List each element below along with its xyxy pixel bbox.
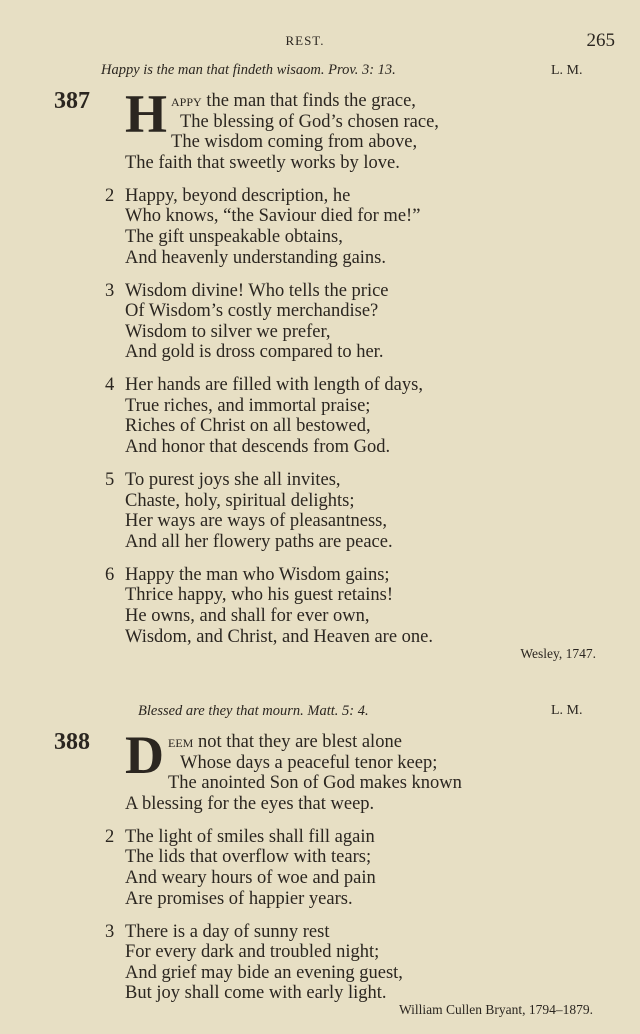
verse-line: Wisdom to silver we prefer, [125,321,331,342]
hymn-388-subtitle: Blessed are they that mourn. Matt. 5: 4. [138,703,369,719]
first-line-text: not that they are blest alone [193,732,402,752]
verse-line: And honor that descends from God. [125,437,391,458]
verse-line: Wisdom, and Christ, and Heaven are one. [125,626,434,647]
stanza [105,185,640,268]
verse-line: To purest joys she all invites, [125,470,341,491]
drop-cap: D [125,725,164,785]
stanza-number: 2 [105,185,115,206]
stanza-number: 4 [105,375,115,396]
verse-line: Riches of Christ on all bestowed, [125,416,371,437]
verse-line: Of Wisdom’s costly merchandise? [125,301,379,322]
verse-line: Happy the man who Wisdom gains; [125,564,390,585]
verse-line: The gift unspeakable obtains, [125,226,343,247]
verse-line: The anointed Son of God makes known [168,773,462,794]
small-caps-word: appy [171,91,202,110]
stanza [105,280,640,363]
running-title: REST. [285,33,325,48]
hymn-388-number: 388 [54,729,90,755]
hymn-387-subtitle: Happy is the man that findeth wisaom. Prov. 3: 13. [101,62,396,78]
stanza-number: 2 [105,826,115,847]
stanza [125,725,640,814]
verse-line: Wisdom divine! Who tells the price [125,280,389,301]
hymn-388-meter: L. M. [551,703,583,718]
stanza [105,470,640,552]
verse-line: True riches, and immortal praise; [125,395,371,416]
verse-line: Thrice happy, who his guest retains! [125,585,394,606]
verse-line: Her hands are filled with length of days, [125,375,423,396]
verse-line: A blessing for the eyes that weep. [125,793,375,814]
stanza [105,826,640,909]
small-caps-word: eem [168,732,194,751]
page-number: 265 [586,30,615,51]
verse-line: Whose days a peaceful tenor keep; [180,752,438,773]
first-line-text: the man that finds the grace, [201,91,416,111]
verse-line: And all her flowery paths are peace. [125,531,393,552]
stanza-number: 5 [105,470,115,491]
verse-line: And weary hours of woe and pain [125,867,376,888]
hymn-388-text [0,725,640,1016]
verse-line [125,91,640,112]
verse-line: Happy, beyond description, he [125,185,351,206]
hymn-387-attribution: Wesley, 1747. [520,646,596,661]
verse-line: Her ways are ways of pleasantness, [125,511,387,532]
verse-line: There is a day of sunny rest [125,921,330,942]
stanza-number: 3 [105,280,115,301]
verse-line: Chaste, holy, spiritual delights; [125,490,355,511]
stanza [105,921,640,1004]
verse-line: And grief may bide an evening guest, [125,962,403,983]
verse-line: The light of smiles shall fill again [125,826,375,847]
hymn-387-text [0,84,640,660]
verse-line [125,732,640,753]
drop-cap: H [125,84,168,144]
verse-line: And gold is dross compared to her. [125,342,384,363]
verse-line: The blessing of God’s chosen race, [180,111,439,132]
verse-line: The faith that sweetly works by love. [125,152,400,173]
verse-line: For every dark and troubled night; [125,942,380,963]
hymn-388-attribution: William Cullen Bryant, 1794–1879. [398,1002,593,1017]
stanza [125,84,640,173]
verse-line: The wisdom coming from above, [171,132,418,153]
stanza-number: 6 [105,564,115,585]
stanza [105,375,640,458]
verse-line: Who knows, “the Saviour died for me!” [125,206,421,227]
hymn-387-meter: L. M. [551,63,583,78]
hymn-387-number: 387 [54,88,90,114]
verse-line: Are promises of happier years. [125,888,353,909]
stanza-number: 3 [105,921,115,942]
verse-line: He owns, and shall for ever own, [125,606,370,627]
verse-line: And heavenly understanding gains. [125,247,386,268]
verse-line: The lids that overflow with tears; [125,847,372,868]
stanza [105,564,640,647]
verse-line: But joy shall come with early light. [125,983,387,1004]
